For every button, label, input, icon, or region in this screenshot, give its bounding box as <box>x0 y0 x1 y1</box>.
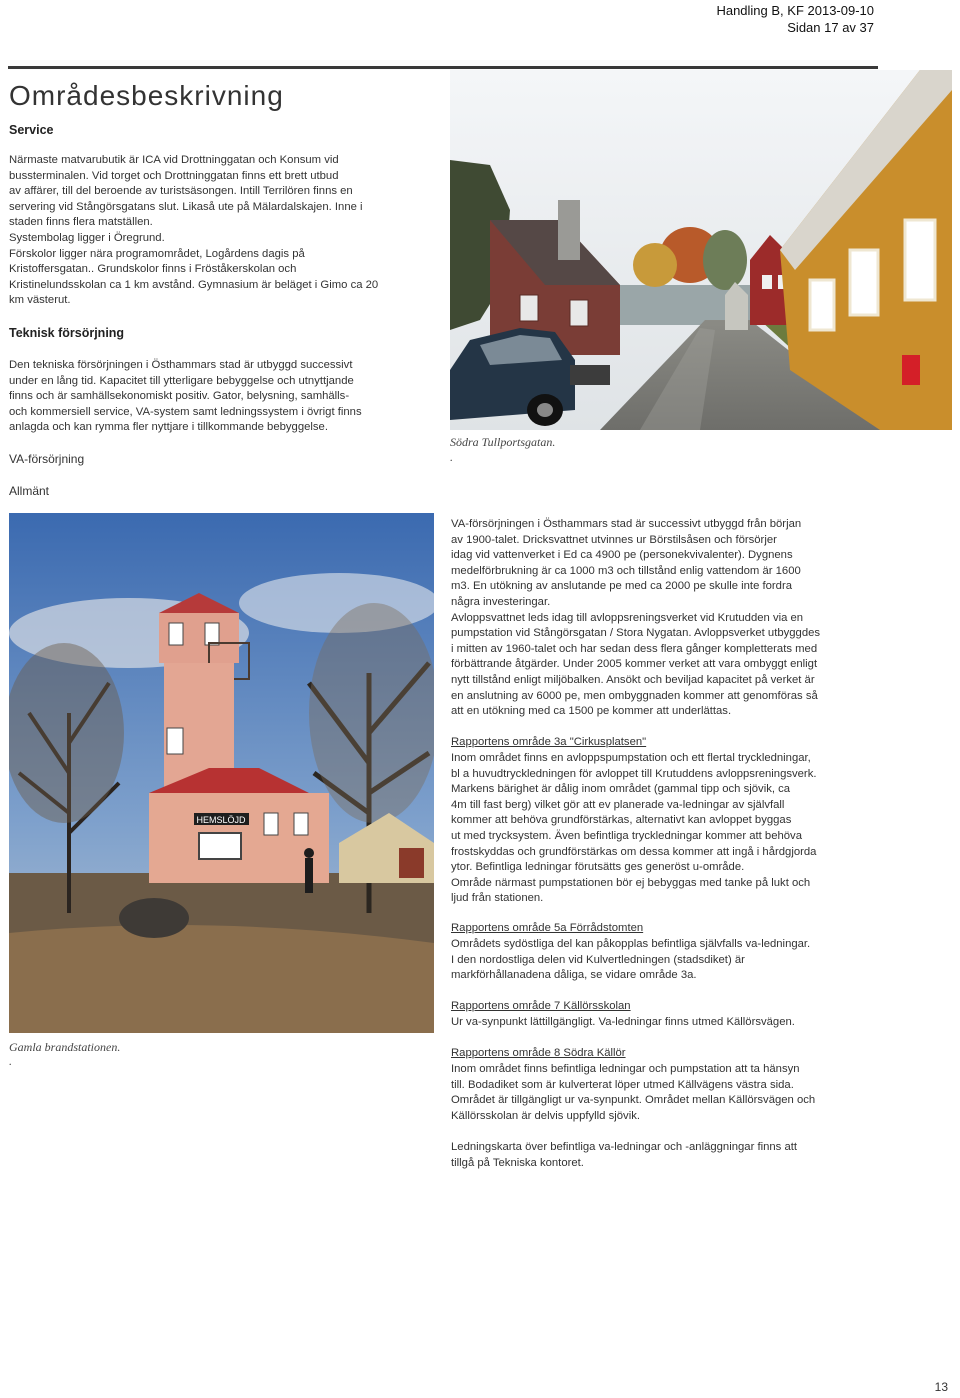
service-paragraph <box>9 153 378 309</box>
va-heading: VA-försörjning <box>9 452 85 466</box>
text-line: Kristinelundsskolan ca 1 km avstånd. Gymnasium är beläget i Gimo ca 20 <box>9 278 379 291</box>
allmant-heading: Allmänt <box>9 484 50 498</box>
text-line: medelförbrukning är ca 1000 m3 och tillstånd enlig vattendom är 1600 <box>451 564 801 577</box>
text-line: tillgå på Tekniska kontoret. <box>451 1156 584 1169</box>
fire-station-photo <box>9 513 434 1033</box>
omrade-3a-paragraph <box>451 751 816 907</box>
text-line: Den tekniska försörjningen i Östhammars stad är utbyggd successivt <box>9 359 353 371</box>
text-line: idag vid vattenverket i Ed ca 4900 pe (personekvivalenter). Dygnens <box>451 549 793 562</box>
text-line: och kommersiell service, VA-system samt ledningssystem i övrigt finns <box>9 405 362 418</box>
va-general-paragraph <box>451 517 820 720</box>
fire-station-caption: Gamla brandstationen. <box>9 1040 121 1054</box>
text-line: i mitten av 1960-talet och har sedan dess flera gånger kompletterats med <box>451 642 818 655</box>
text-line: Områdets sydöstliga del kan påkopplas befintliga självfalls va-ledningar. <box>451 938 811 950</box>
text-line: av affärer, till del beroende av turistsäsongen. Intill Terrilören finns en <box>9 185 353 198</box>
document-header <box>716 2 874 36</box>
text-line: Systembolag ligger i Öregrund. <box>9 231 165 244</box>
text-line: markförhållanadena dåliga, se vidare område 3a. <box>451 969 697 982</box>
teknisk-heading: Teknisk försörjning <box>9 326 125 340</box>
text-line: km västerut. <box>9 294 71 307</box>
text-line: nytt tillstånd enligt miljöbalken. Ansökt och beviljad kapacitet på verket är <box>451 673 815 686</box>
text-line: Område närmast pumpstationen bör ej bebyggas med tanke på lukt och <box>451 876 811 889</box>
text-line: kommer att behöva grundförstärkas, alternativt kan avloppet byggas <box>451 814 792 827</box>
caption-dot-top: . <box>450 450 453 464</box>
hemslojd-sign: HEMSLÖJD <box>196 815 246 825</box>
text-line: en anslutning av 6000 pe, men ombyggnaden kommer att genomföras så <box>451 689 818 702</box>
caption-dot-bottom: . <box>9 1054 12 1068</box>
text-line: VA-försörjningen i Östhammars stad är successivt utbyggd från början <box>451 518 802 530</box>
text-line: Ur va-synpunkt lättillgängligt. Va-ledningar finns utmed Källörsvägen. <box>451 1016 795 1028</box>
street-photo-illustration <box>450 70 952 430</box>
text-line: Kristoffersgatan.. Grundskolor finns i Fröståkerskolan och <box>9 263 297 276</box>
title-rule <box>8 66 878 69</box>
text-line: ljud från stationen. <box>451 892 544 905</box>
text-line: Källörsskolan är delvis uppfylld sjövik. <box>451 1109 640 1122</box>
street-photo-caption: Södra Tullportsgatan. <box>450 435 556 449</box>
text-line: Närmaste matvarubutik är ICA vid Drottninggatan och Konsum vid <box>9 154 339 166</box>
text-line: bussterminalen. Vid torget och Drottninggatan finns ett brett utbud <box>9 169 339 182</box>
fire-station-illustration <box>9 513 434 1033</box>
text-line: av 1900-talet. Dricksvattnet utvinnes ur Börstilsåsen och försörjer <box>451 533 777 546</box>
text-line: I den nordostliga delen vid Kulvertledningen (stadsdiket) är <box>451 953 745 966</box>
text-line: Förskolor ligger nära programområdet, Logårdens dagis på <box>9 247 305 260</box>
text-line: m3. En utökning av anslutande pe med ca 2000 pe skulle inte fordra <box>451 580 793 593</box>
text-line: ut med trycksystem. Även befintliga tryckledningar kommer att behöva <box>451 829 802 842</box>
text-line: servering vid Stångörsgatans slut. Likaså ute på Mälardalskajen. Inne i <box>9 200 363 213</box>
teknisk-paragraph <box>9 358 362 436</box>
text-line: staden finns flera matställen. <box>9 216 153 229</box>
header-line-1: Handling B, KF 2013-09-10 <box>716 3 874 18</box>
ledningskarta-paragraph <box>451 1140 797 1171</box>
omrade-8-paragraph <box>451 1062 815 1124</box>
text-line: till. Bodadiket som är kulverterat löper utmed Källvägens västra sida. <box>451 1078 794 1091</box>
omrade-7-paragraph <box>451 1015 795 1031</box>
text-line: anlagda och kan rymma fler nyttjare i tillkommande bebyggelse. <box>9 421 328 434</box>
text-line: frostskyddas och grundförstärkas om dessa kommer att ingå i hårdgjorda <box>451 845 817 858</box>
omrade-5a-heading: Rapportens område 5a Förrådstomten <box>451 922 644 934</box>
text-line: bl a huvudtryckledningen för avloppet till Krutuddens avloppsreningsverk. <box>451 767 817 780</box>
text-line: 4m till fast berg) vilket gör att ev planerade va-ledningar av självfall <box>451 798 785 811</box>
text-line: några investeringar. <box>451 595 551 608</box>
header-line-2: Sidan 17 av 37 <box>787 20 874 35</box>
text-line: Området är tillgängligt ur va-synpunkt. Området mellan Källörsvägen och <box>451 1094 816 1107</box>
text-line: finns och är samhällsekonomiskt positiv. Gator, belysning, samhälls- <box>9 390 350 403</box>
page-number: 13 <box>934 1380 948 1394</box>
page-title: Områdesbeskrivning <box>9 80 284 111</box>
text-line: under en lång tid. Kapacitet till ytterligare bebyggelse och utnyttjande <box>9 374 354 387</box>
text-line: förbättrande åtgärder. Under 2005 kommer verket att vara ombyggt enligt <box>451 658 818 671</box>
text-line: Avloppsvattnet leds idag till avloppsreningsverket vid Krutudden via en <box>451 611 804 624</box>
text-line: Markens bärighet är dålig inom området (gammal tipp och sjövik, ca <box>451 783 791 796</box>
text-line: Ledningskarta över befintliga va-ledningar och -anläggningar finns att <box>451 1141 798 1153</box>
street-photo <box>450 70 952 430</box>
text-line: Inom området finns befintliga ledningar och pumpstation att ta hänsyn <box>451 1063 800 1075</box>
text-line: att en utökning med ca 1500 pe kommer att underlättas. <box>451 705 732 718</box>
text-line: ytor. Befintliga ledningar förutsätts ges generöst u-område. <box>451 861 745 874</box>
omrade-3a-heading: Rapportens område 3a "Cirkusplatsen" <box>451 736 647 748</box>
omrade-7-heading: Rapportens område 7 Källörsskolan <box>451 1000 631 1012</box>
text-line: Inom området finns en avloppspumpstation och ett flertal tryckledningar, <box>451 752 811 764</box>
text-line: pumpstation vid Stångörsgatan / Stora Nygatan. Avloppsverket utbyggdes <box>451 627 821 640</box>
omrade-8-heading: Rapportens område 8 Södra Källör <box>451 1047 626 1059</box>
omrade-5a-paragraph <box>451 937 810 984</box>
service-heading: Service <box>9 123 54 137</box>
